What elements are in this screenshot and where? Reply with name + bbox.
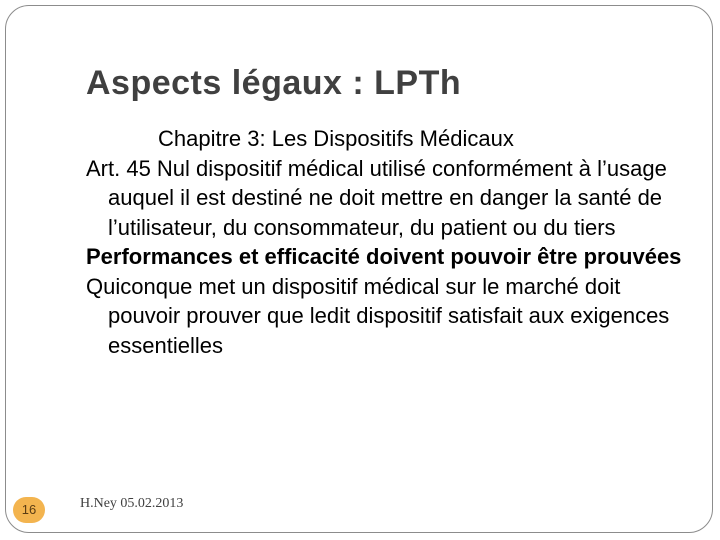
paragraph-performances: Performances et efficacité doivent pouvoir être prouvées xyxy=(86,244,682,269)
slide-title: Aspects légaux : LPTh xyxy=(86,64,462,102)
slide-frame xyxy=(5,5,713,533)
footer-author-date: H.Ney 05.02.2013 xyxy=(80,496,184,511)
paragraph-quiconque: Quiconque met un dispositif médical sur le marché doit pouvoir prouver que ledit dispositif satisfait aux exigences essentielles xyxy=(86,273,670,358)
chapter-heading: Chapitre 3: Les Dispositifs Médicaux xyxy=(158,126,514,151)
slide-body xyxy=(86,124,686,360)
page-number-badge: 16 xyxy=(13,497,45,523)
paragraph-art45: Art. 45 Nul dispositif médical utilisé conformément à l’usage auquel il est destiné ne doit mettre en danger la santé de l’utilisateur, du consommateur, du patient ou du tiers xyxy=(86,155,667,240)
